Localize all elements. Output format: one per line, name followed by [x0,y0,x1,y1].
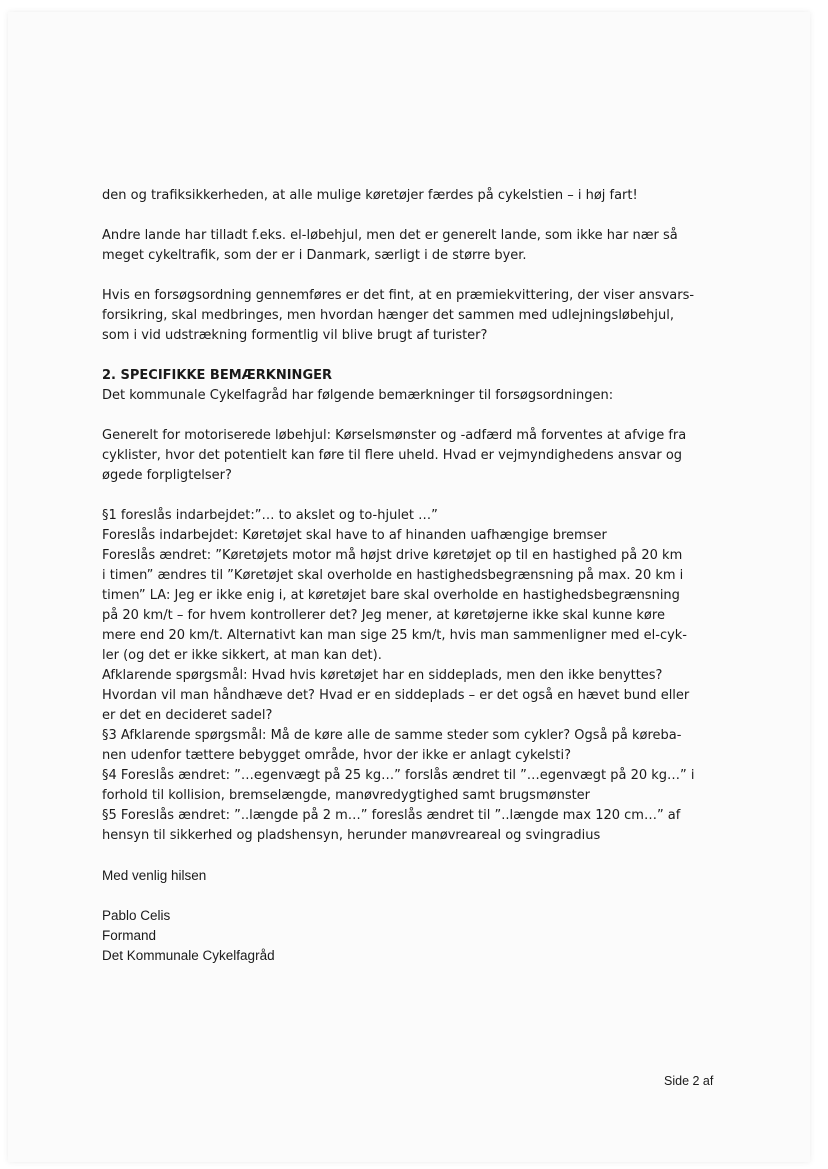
signature-block [102,866,742,966]
remark-line: Foreslås indarbejdet: Køretøjet skal have to af hinanden uafhængige bremser [102,528,607,543]
remark-line: §3 Afklarende spørgsmål: Må de køre alle de samme steder som cykler? Også på køreba- [102,728,682,743]
remark-line: Foreslås ændret: ”Køretøjets motor må højst drive køretøjet op til en hastighed på 20 km [102,548,683,563]
paragraph-trial [102,286,742,346]
remark-line: mere end 20 km/t. Alternativt kan man sige 25 km/t, hvis man sammenligner med el-cyk- [102,628,687,643]
page-number: Side 2 af [664,1074,714,1088]
remark-line: §5 Foreslås ændret: ”..længde på 2 m…” foreslås ændret til ”..længde max 120 cm…” af [102,808,681,823]
letter-body [102,186,742,966]
remark-line: forhold til kollision, bremselængde, manøvredygtighed samt brugsmønster [102,788,591,803]
closing: Med venlig hilsen [102,868,207,883]
text-line: meget cykeltrafik, som der er i Danmark, særligt i de større byer. [102,248,527,263]
paragraph-other-countries [102,226,742,266]
remark-line: §1 foreslås indarbejdet:”… to akslet og to-hjulet …” [102,508,438,523]
text-line: som i vid udstrækning formentlig vil blive brugt af turister? [102,328,488,343]
remark-line: er det en decideret sadel? [102,708,273,723]
remark-line: nen udenfor tættere bebygget område, hvor der ikke er anlagt cykelsti? [102,748,572,763]
remark-line: Afklarende spørgsmål: Hvad hvis køretøjet har en siddeplads, men den ikke benyttes? [102,668,663,683]
text-line: øgede forpligtelser? [102,468,232,483]
section-heading: 2. SPECIFIKKE BEMÆRKNINGER [102,368,333,383]
intro-line: den og trafiksikkerheden, at alle mulige køretøjer færdes på cykelstien – i høj fart! [102,188,638,203]
text-line: Andre lande har tilladt f.eks. el-løbehjul, men det er generelt lande, som ikke har nær så [102,228,678,243]
signer-name: Pablo Celis [102,908,171,923]
remark-line: ler (og det er ikke sikkert, at man kan det). [102,648,382,663]
section-intro: Det kommunale Cykelfagråd har følgende bemærkninger til forsøgsordningen: [102,388,614,403]
signer-organization: Det Kommunale Cykelfagråd [102,948,275,963]
paragraph-general [102,426,742,486]
remark-line: på 20 km/t – for hvem kontrollerer det? Jeg mener, at køretøjerne ikke skal kunne køre [102,608,665,623]
remark-line: i timen” ændres til ”Køretøjet skal overholde en hastighedsbegrænsning på max. 20 km i [102,568,684,583]
signer-role: Formand [102,928,157,943]
remark-line: timen” LA: Jeg er ikke enig i, at køretøjet bare skal overholde en hastighedsbegrænsning [102,588,680,603]
text-line: cyklister, hvor det potentielt kan føre til flere uheld. Hvad er vejmyndighedens ansvar og [102,448,683,463]
remark-line: hensyn til sikkerhed og pladshensyn, herunder manøvreareal og svingradius [102,828,601,843]
text-line: Hvis en forsøgsordning gennemføres er det fint, at en præmiekvittering, der viser ansvars- [102,288,695,303]
remark-line: §4 Foreslås ændret: ”…egenvægt på 25 kg…” forslås ændret til ”…egenvægt på 20 kg…” i [102,768,695,783]
remarks-list [102,506,742,846]
remark-line: Hvordan vil man håndhæve det? Hvad er en siddeplads – er det også en hævet bund eller [102,688,690,703]
text-line: forsikring, skal medbringes, men hvordan hænger det sammen med udlejningsløbehjul, [102,308,674,323]
text-line: Generelt for motoriserede løbehjul: Kørselsmønster og -adfærd må forventes at afvige fra [102,428,687,443]
